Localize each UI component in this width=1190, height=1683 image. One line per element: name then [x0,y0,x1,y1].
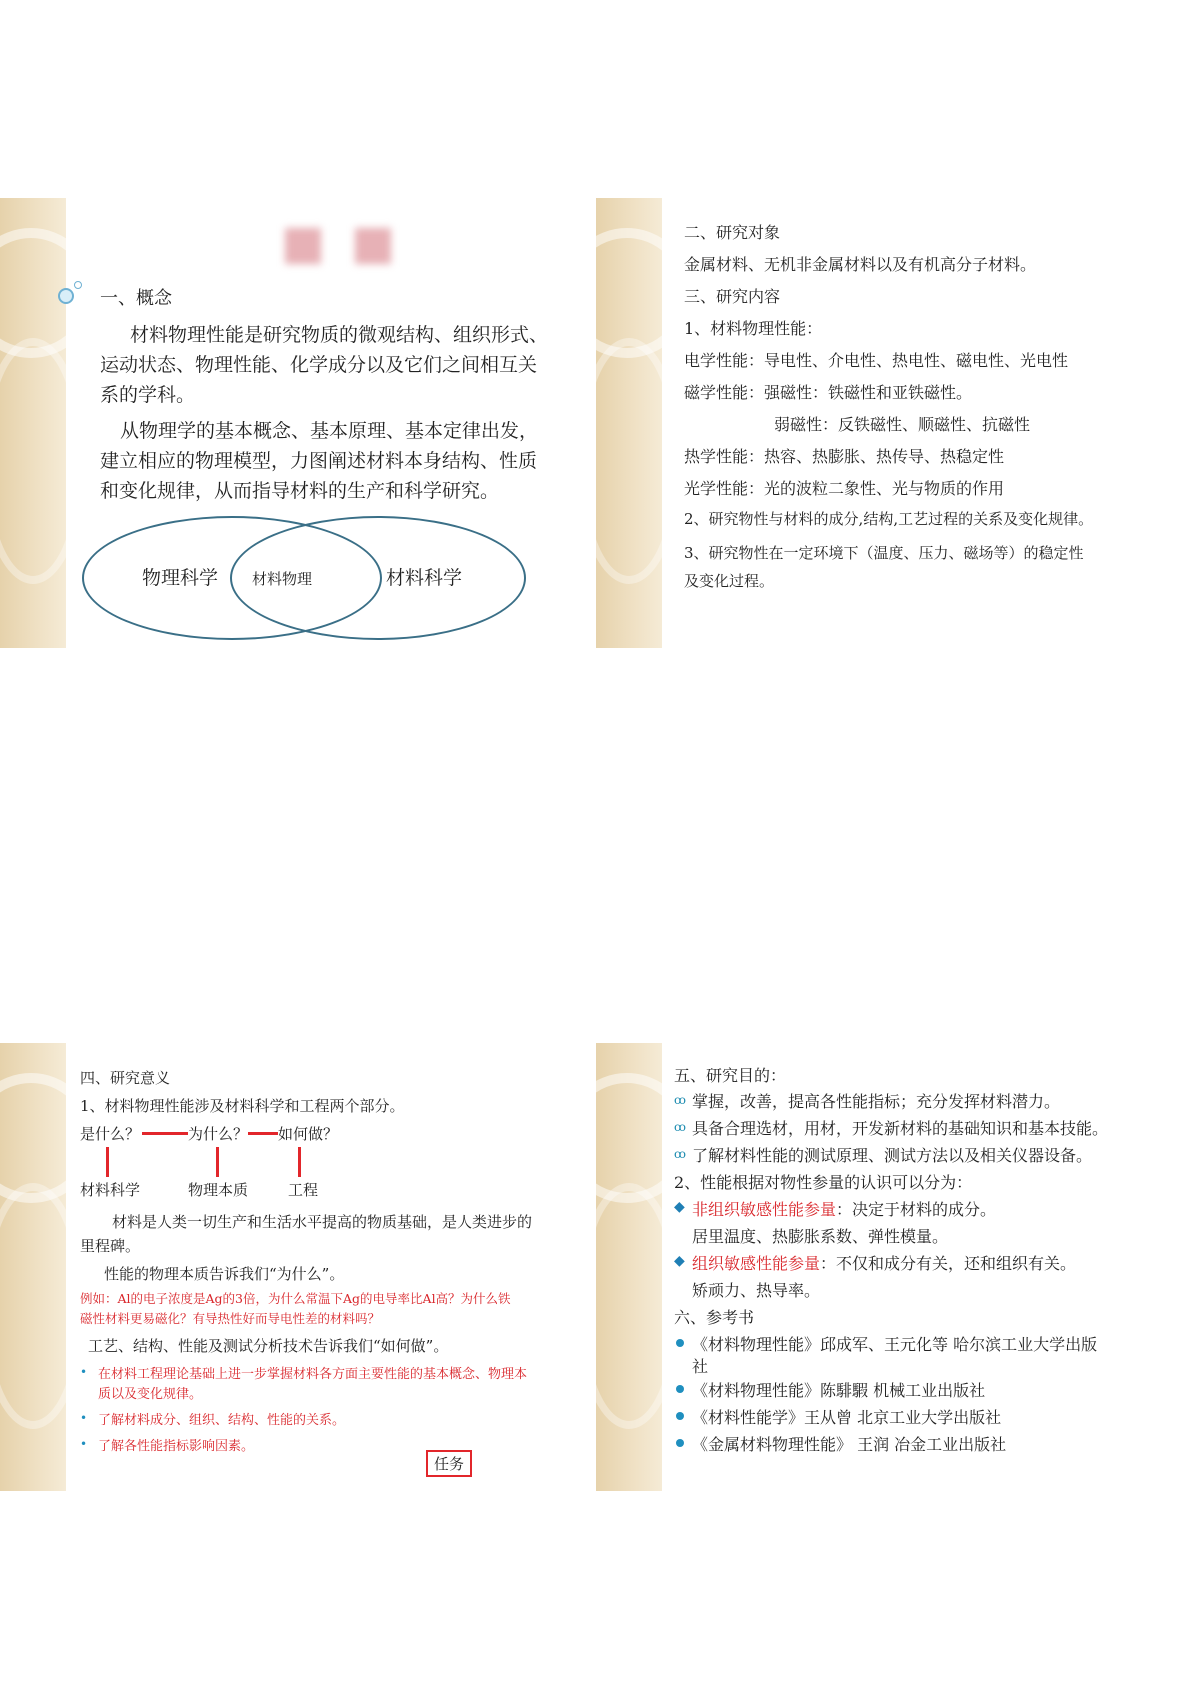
diamond-bullet-icon: ◆ [674,1253,685,1269]
concept-line: 和变化规律，从而指导材料的生产和科学研究。 [100,480,500,502]
content-line: 及变化过程。 [684,572,775,590]
venn-label-center: 材料物理 [252,570,313,588]
slide-decoration [0,198,66,648]
blurred-title-mark [355,228,391,264]
section-heading: 二、研究对象 [684,223,781,242]
content-line: 金属材料、无机非金属材料以及有机高分子材料。 [684,255,1037,274]
task-bullet-line: 质以及变化规律。 [98,1387,203,1402]
content-line: 里程碑。 [80,1237,141,1255]
content-line: 1、材料物理性能涉及材料科学和工程两个部分。 [80,1097,405,1115]
task-button[interactable]: 任务 [426,1450,472,1477]
slide-decoration [596,198,662,648]
category-red-label: 非组织敏感性能参量 [692,1200,837,1219]
category-description: ：决定于材料的成分。 [836,1200,997,1219]
section-heading: 五、研究目的： [674,1066,787,1085]
swirl-bullet-icon: ꝏ [674,1147,686,1161]
concept-line: 建立相应的物理模型，力图阐述材料本身结构、性质 [100,450,538,472]
goal-line: 具备合理选材，用材，开发新材料的基础知识和基本技能。 [692,1119,1109,1138]
bullet-icon: • [80,1411,88,1425]
concept-line: 系的学科。 [100,384,196,406]
dot-bullet-icon [676,1412,684,1420]
blurred-title-mark [285,228,321,264]
concept-line: 材料物理性能是研究物质的微观结构、组织形式、 [130,324,549,346]
swirl-bullet-icon: ꝏ [674,1120,686,1134]
reference-line: 《材料物理性能》邱成军、王元化等 哈尔滨工业大学出版 [692,1335,1098,1354]
example-line: 磁性材料更易磁化？有导热性好而导电性差的材料吗？ [80,1311,381,1326]
answer-label: 材料科学 [80,1181,141,1199]
task-bullet-line: 了解各性能指标影响因素。 [98,1439,255,1454]
dot-bullet-icon [676,1439,684,1447]
question-how: 如何做？ [278,1125,339,1143]
content-line: 光学性能：光的波粒二象性、光与物质的作用 [684,479,1005,498]
arrow-line [248,1132,278,1135]
reference-line: 《材料性能学》王从曾 北京工业大学出版社 [692,1408,1002,1427]
circle-bullet-icon [58,288,74,304]
arrow-line [142,1132,188,1135]
slide-decoration [596,1043,662,1491]
bullet-icon: • [80,1365,88,1379]
task-bullet-line: 了解材料成分、组织、结构、性能的关系。 [98,1413,346,1428]
section-heading: 四、研究意义 [80,1069,171,1087]
section-heading: 六、参考书 [674,1308,755,1327]
content-line: 弱磁性：反铁磁性、顺磁性、抗磁性 [774,415,1031,434]
content-line: 1、材料物理性能： [684,319,823,338]
diamond-bullet-icon: ◆ [674,1199,685,1215]
category-red-label: 组织敏感性能参量 [692,1254,821,1273]
content-line: 2、研究物性与材料的成分,结构,工艺过程的关系及变化规律。 [684,510,1094,528]
connector-line [298,1147,301,1177]
reference-line: 《金属材料物理性能》 王润 冶金工业出版社 [692,1435,1007,1454]
category-sub-line: 居里温度、热膨胀系数、弹性模量。 [692,1227,949,1246]
content-line: 工艺、结构、性能及测试分析技术告诉我们“如何做”。 [88,1337,449,1355]
goal-line: 掌握，改善，提高各性能指标；充分发挥材料潜力。 [692,1092,1061,1111]
swirl-bullet-icon: ꝏ [674,1093,686,1107]
content-line: 2、性能根据对物性参量的认识可以分为： [674,1173,973,1192]
bullet-icon: • [80,1437,88,1451]
content-line: 磁学性能：强磁性：铁磁性和亚铁磁性。 [684,383,973,402]
content-line: 电学性能：导电性、介电性、热电性、磁电性、光电性 [684,351,1069,370]
dot-bullet-icon [676,1339,684,1347]
venn-label-left: 物理科学 [142,567,219,589]
content-line: 性能的物理本质告诉我们“为什么”。 [104,1265,345,1283]
connector-line [216,1147,219,1177]
content-line: 热学性能：热容、热膨胀、热传导、热稳定性 [684,447,1005,466]
venn-label-right: 材料科学 [386,567,463,589]
circle-bullet-icon [74,281,82,289]
slide-significance [0,1043,596,1491]
slide-concept [0,198,596,648]
category-description: ：不仅和成分有关，还和组织有关。 [820,1254,1077,1273]
reference-line: 社 [692,1357,709,1376]
goal-line: 了解材料性能的测试原理、测试方法以及相关仪器设备。 [692,1146,1093,1165]
concept-line: 从物理学的基本概念、基本原理、基本定律出发， [120,420,539,442]
dot-bullet-icon [676,1385,684,1393]
category-sub-line: 矫顽力、热导率。 [692,1281,821,1300]
reference-line: 《材料物理性能》陈騑騢 机械工业出版社 [692,1381,986,1400]
question-what: 是什么？ [80,1125,141,1143]
section-heading: 三、研究内容 [684,287,781,306]
question-why: 为什么？ [188,1125,249,1143]
answer-label: 物理本质 [188,1181,249,1199]
slide-decoration [0,1043,66,1491]
example-line: 例如：Al的电子浓度是Ag的3倍，为什么常温下Ag的电导率比Al高？为什么铁 [80,1291,511,1306]
content-line: 材料是人类一切生产和生活水平提高的物质基础，是人类进步的 [112,1213,533,1231]
slide-objectives [596,1043,1190,1491]
section-heading: 一、概念 [100,288,172,309]
task-bullet-line: 在材料工程理论基础上进一步掌握材料各方面主要性能的基本概念、物理本 [98,1367,528,1382]
slide-research-content [596,198,1190,648]
content-line: 3、研究物性在一定环境下（温度、压力、磁场等）的稳定性 [684,544,1084,562]
connector-line [106,1147,109,1177]
answer-label: 工程 [288,1181,319,1199]
concept-line: 运动状态、物理性能、化学成分以及它们之间相互关 [100,354,538,376]
category-line [692,1197,996,1220]
category-line [692,1251,1076,1274]
